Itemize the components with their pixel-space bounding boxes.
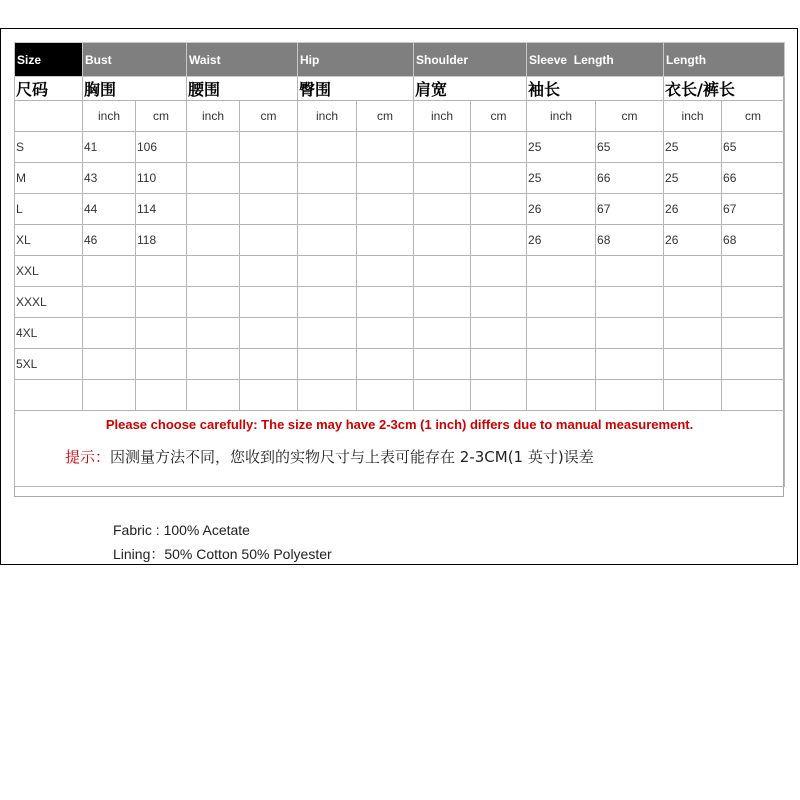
table-cell: [136, 287, 187, 318]
table-cell: [527, 380, 596, 411]
size-label: XL: [15, 225, 83, 256]
table-cell: [414, 163, 471, 194]
notice-chinese: [65, 446, 784, 467]
table-cell: [298, 349, 357, 380]
table-cell: [187, 380, 240, 411]
table-cell: [527, 318, 596, 349]
unit-inch: inch: [298, 101, 357, 132]
header-cn-sleeve: 袖长: [527, 77, 664, 101]
table-cell: 26: [664, 225, 722, 256]
table-cell: [357, 194, 414, 225]
table-cell: 106: [136, 132, 187, 163]
table-cell: [298, 132, 357, 163]
table-cell: 25: [527, 132, 596, 163]
unit-inch: inch: [83, 101, 136, 132]
table-cell: [414, 349, 471, 380]
table-cell: [722, 318, 785, 349]
table-cell: [414, 132, 471, 163]
unit-inch: inch: [527, 101, 596, 132]
table-cell: [414, 194, 471, 225]
table-cell: [527, 349, 596, 380]
size-label: 5XL: [15, 349, 83, 380]
table-cell: 25: [664, 132, 722, 163]
unit-cm: cm: [357, 101, 414, 132]
table-cell: 118: [136, 225, 187, 256]
table-cell: [596, 380, 664, 411]
table-cell: [240, 380, 298, 411]
table-row: [15, 163, 785, 194]
table-cell: [240, 349, 298, 380]
table-cell: [596, 349, 664, 380]
table-cell: [722, 349, 785, 380]
table-cell: 67: [596, 194, 664, 225]
header-size: Size: [15, 43, 83, 77]
table-cell: [471, 287, 527, 318]
table-cell: [664, 349, 722, 380]
table-cell: [187, 132, 240, 163]
table-cell: 65: [722, 132, 785, 163]
table-cell: [414, 287, 471, 318]
unit-cm: cm: [722, 101, 785, 132]
table-cell: [471, 380, 527, 411]
unit-inch: inch: [414, 101, 471, 132]
table-cell: [240, 256, 298, 287]
header-row-english: [15, 43, 785, 77]
unit-blank: [15, 101, 83, 132]
table-cell: 25: [664, 163, 722, 194]
size-label: M: [15, 163, 83, 194]
table-cell: 68: [596, 225, 664, 256]
header-cn-size: 尺码: [15, 77, 83, 101]
table-cell: 41: [83, 132, 136, 163]
table-cell: [298, 194, 357, 225]
table-cell: [357, 287, 414, 318]
header-waist: Waist: [187, 43, 298, 77]
table-cell: [414, 256, 471, 287]
table-cell: 26: [527, 194, 596, 225]
table-cell: 43: [83, 163, 136, 194]
table-cell: 68: [722, 225, 785, 256]
table-cell: 26: [664, 194, 722, 225]
table-cell: [240, 318, 298, 349]
table-row: [15, 318, 785, 349]
table-cell: [240, 287, 298, 318]
table-cell: 66: [722, 163, 785, 194]
lining-info: Lining：50% Cotton 50% Polyester: [113, 546, 332, 562]
header-cn-shoulder: 肩宽: [414, 77, 527, 101]
table-cell: [187, 194, 240, 225]
table-cell: [664, 256, 722, 287]
header-sleeve-length: Sleeve Length: [527, 43, 664, 77]
table-cell: [240, 194, 298, 225]
table-cell: [664, 380, 722, 411]
table-cell: [414, 380, 471, 411]
table-cell: [240, 163, 298, 194]
table-cell: 46: [83, 225, 136, 256]
table-cell: 114: [136, 194, 187, 225]
table-cell: [136, 318, 187, 349]
table-cell: [187, 256, 240, 287]
table-cell: [298, 256, 357, 287]
table-cell: 66: [596, 163, 664, 194]
table-cell: 110: [136, 163, 187, 194]
unit-inch: inch: [187, 101, 240, 132]
table-row: [15, 256, 785, 287]
notice-row: [15, 411, 785, 487]
header-hip: Hip: [298, 43, 414, 77]
unit-row: [15, 101, 785, 132]
table-cell: [722, 287, 785, 318]
table-row: [15, 225, 785, 256]
size-label: L: [15, 194, 83, 225]
table-cell: 44: [83, 194, 136, 225]
table-cell: [240, 225, 298, 256]
table-cell: [357, 349, 414, 380]
table-cell: [136, 380, 187, 411]
table-cell: [664, 318, 722, 349]
table-cell: [187, 318, 240, 349]
notice-cell: [15, 411, 785, 487]
size-label: S: [15, 132, 83, 163]
table-cell: [471, 349, 527, 380]
unit-cm: cm: [136, 101, 187, 132]
table-cell: [471, 225, 527, 256]
header-cn-waist: 腰围: [187, 77, 298, 101]
fabric-info: Fabric : 100% Acetate: [113, 522, 250, 538]
unit-cm: cm: [471, 101, 527, 132]
table-cell: [83, 256, 136, 287]
table-cell: [357, 318, 414, 349]
table-cell: [187, 225, 240, 256]
header-row-chinese: [15, 77, 785, 101]
table-cell: [357, 163, 414, 194]
table-cell: [298, 287, 357, 318]
table-cell: [187, 287, 240, 318]
table-cell: 26: [527, 225, 596, 256]
size-label: XXXL: [15, 287, 83, 318]
table-cell: [187, 163, 240, 194]
header-shoulder: Shoulder: [414, 43, 527, 77]
table-cell: [136, 349, 187, 380]
size-chart-table: [14, 42, 785, 487]
notice-chinese-prefix: 提示：: [65, 448, 111, 466]
table-cell: [596, 287, 664, 318]
table-cell: [298, 318, 357, 349]
unit-cm: cm: [240, 101, 298, 132]
table-cell: [471, 163, 527, 194]
header-bust: Bust: [83, 43, 187, 77]
table-cell: [722, 256, 785, 287]
table-cell: 67: [722, 194, 785, 225]
header-length: Length: [664, 43, 785, 77]
table-cell: [83, 318, 136, 349]
table-cell: [471, 132, 527, 163]
table-cell: [136, 256, 187, 287]
table-cell: [357, 225, 414, 256]
table-row: [15, 349, 785, 380]
notice-english: Please choose carefully: The size may have 2-3cm (1 inch) differs due to manual measurement.: [105, 417, 694, 432]
size-label: [15, 380, 83, 411]
table-row: [15, 287, 785, 318]
table-cell: [83, 380, 136, 411]
unit-inch: inch: [664, 101, 722, 132]
table-cell: [414, 225, 471, 256]
header-cn-hip: 臀围: [298, 77, 414, 101]
size-label: 4XL: [15, 318, 83, 349]
table-cell: [722, 380, 785, 411]
unit-cm: cm: [596, 101, 664, 132]
table-cell: [357, 132, 414, 163]
table-cell: [357, 256, 414, 287]
header-cn-length: 衣长/裤长: [664, 77, 785, 101]
table-cell: [471, 194, 527, 225]
table-cell: [527, 256, 596, 287]
table-cell: [414, 318, 471, 349]
table-cell: [83, 349, 136, 380]
table-row: [15, 194, 785, 225]
table-cell: [357, 380, 414, 411]
table-cell: [83, 287, 136, 318]
table-row: [15, 380, 785, 411]
notice-chinese-text: 因测量方法不同，您收到的实物尺寸与上表可能存在 2-3CM(1 英寸)误差: [110, 448, 594, 466]
table-cell: [471, 318, 527, 349]
table-cell: [298, 225, 357, 256]
table-cell: [298, 380, 357, 411]
header-cn-bust: 胸围: [83, 77, 187, 101]
table-cell: [527, 287, 596, 318]
table-cell: 65: [596, 132, 664, 163]
table-cell: [187, 349, 240, 380]
table-cell: [596, 256, 664, 287]
table-row: [15, 132, 785, 163]
table-cell: [240, 132, 298, 163]
table-cell: [664, 287, 722, 318]
table-cell: [596, 318, 664, 349]
table-cell: [471, 256, 527, 287]
table-cell: 25: [527, 163, 596, 194]
size-label: XXL: [15, 256, 83, 287]
table-cell: [298, 163, 357, 194]
